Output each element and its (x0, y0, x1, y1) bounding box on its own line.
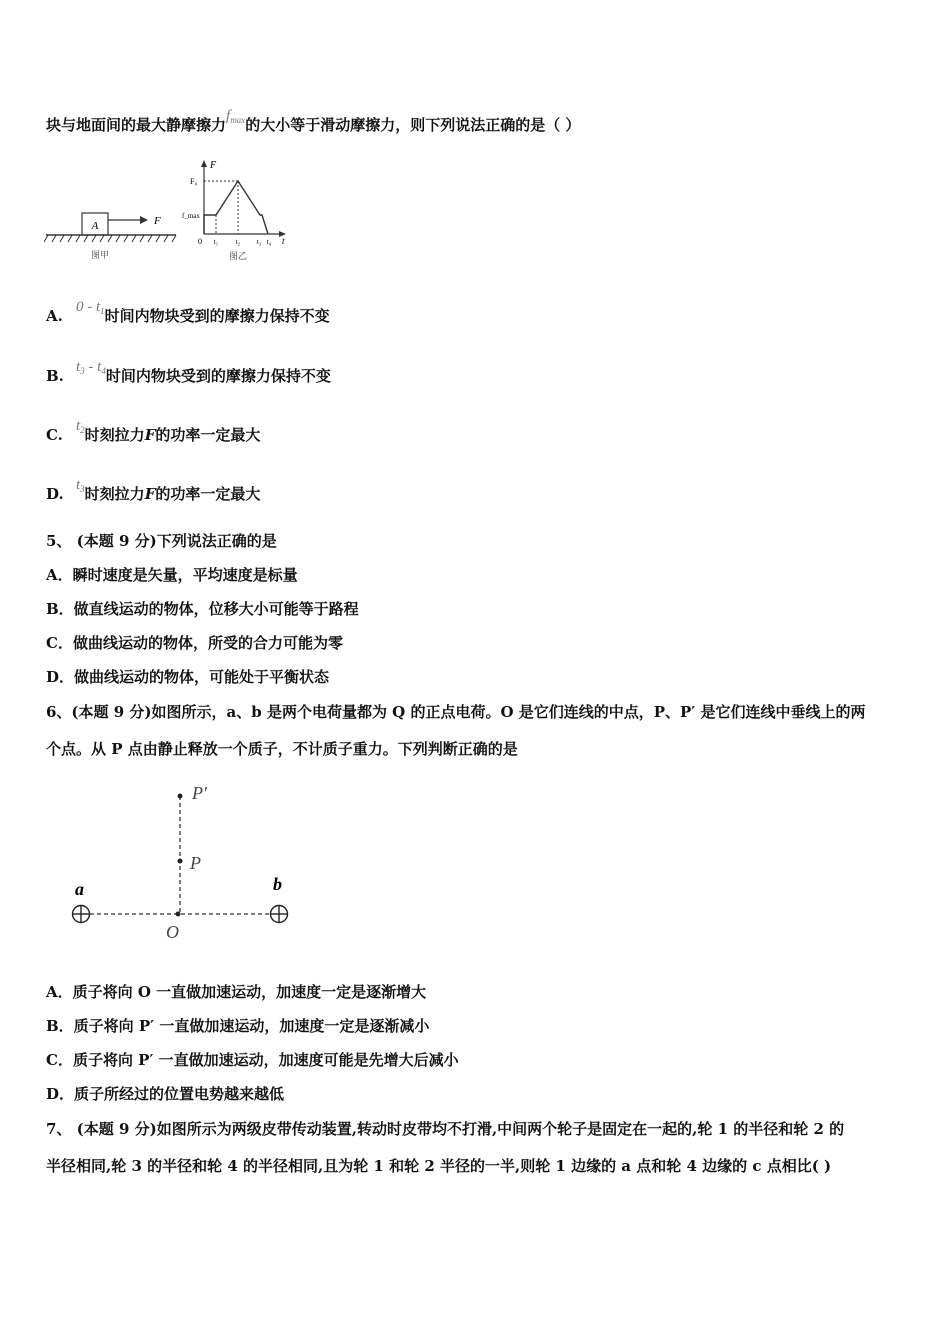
q4-stem-pre: 块与地面间的最大静摩擦力 (46, 116, 227, 134)
force-curve (204, 181, 268, 234)
label-p-prime: P′ (192, 783, 207, 803)
q4-option-c: C. $t_2$时刻拉力F的功率一定最大 (46, 418, 261, 444)
fig-yi-caption: 图乙 (228, 252, 248, 262)
q5-option-b: B．做直线运动的物体，位移大小可能等于路程 (46, 600, 359, 618)
q6-option-c: C．质子将向 P′ 一直做加速运动，加速度可能是先增大后减小 (46, 1051, 459, 1069)
charge-b (271, 906, 288, 923)
option-b-math: $t_3 - t_4$ (76, 359, 106, 376)
q5-option-c: C．做曲线运动的物体，所受的合力可能为零 (46, 634, 343, 652)
axis-x-label: t (282, 236, 285, 246)
label-a: a (75, 879, 84, 899)
q7-stem-line2: 半径相同,轮 3 的半径和轮 4 的半径相同,且为轮 1 和轮 2 半径的一半,则轮 1 边缘的 a 点和轮 4 边缘的 c 点相比( ) (46, 1157, 832, 1175)
q4-stem (46, 108, 581, 140)
block-label: A (91, 220, 99, 232)
point-o (176, 912, 181, 917)
label-b: b (273, 874, 282, 894)
fmax-label: f_max (182, 212, 200, 220)
axis-y-label: F (210, 160, 217, 171)
force-label: F (154, 215, 161, 227)
option-d-math: $t_3$ (76, 477, 85, 494)
option-a-math: $0 - t_1$ (76, 299, 105, 316)
q6-option-d: D．质子所经过的位置电势越来越低 (46, 1085, 285, 1103)
q4-stem-post: 的大小等于滑动摩擦力，则下列说法正确的是（ ） (245, 116, 581, 134)
q6-figure (66, 775, 306, 945)
option-c-math: $t_2$ (76, 418, 85, 435)
fmax-symbol: $f_{max}$ (226, 108, 246, 125)
point-p (178, 859, 183, 864)
q6-option-a: A．质子将向 O 一直做加速运动，加速度一定是逐渐增大 (46, 983, 427, 1001)
q4-option-d: D. $t_3$时刻拉力F的功率一定最大 (46, 477, 261, 503)
charge-a (73, 906, 90, 923)
q6-stem-line1: 6、(本题 9 分)如图所示，a、b 是两个电荷量都为 Q 的正点电荷。O 是它们连线的中点，P、P′ 是它们连线中垂线上的两 (46, 703, 866, 721)
q6-stem-line2: 个点。从 P 点由静止释放一个质子，不计质子重力。下列判断正确的是 (46, 740, 518, 758)
q4-option-a: A. $0 - t_1$时间内物块受到的摩擦力保持不变 (46, 299, 330, 325)
q5-option-d: D．做曲线运动的物体，可能处于平衡状态 (46, 668, 330, 686)
q4-figure-jia (44, 200, 184, 264)
q7-stem-line1: 7、 (本题 9 分)如图所示为两级皮带传动装置,转动时皮带均不打滑,中间两个轮子是固定在一起的,轮 1 的半径和轮 2 的 (46, 1120, 845, 1138)
q6-option-b: B．质子将向 P′ 一直做加速运动，加速度一定是逐渐减小 (46, 1017, 430, 1035)
q4-figure-yi (180, 156, 290, 266)
tick-t2: t₂ (235, 238, 241, 246)
tick-t1: t₁ (213, 238, 219, 246)
q5-option-a: A．瞬时速度是矢量，平均速度是标量 (46, 566, 298, 584)
fig-jia-caption: 图甲 (90, 251, 110, 261)
origin-label: 0 (198, 237, 202, 246)
q5-stem: 5、 (本题 9 分)下列说法正确的是 (46, 532, 277, 550)
q4-option-b: B. $t_3 - t_4$时间内物块受到的摩擦力保持不变 (46, 359, 331, 385)
label-p: P (190, 853, 201, 873)
tick-t4: t₄ (266, 238, 272, 246)
point-p-prime (178, 794, 183, 799)
tick-t3: t₃ (256, 238, 262, 246)
f0-label: F₀ (190, 177, 198, 186)
label-o: O (166, 922, 179, 942)
